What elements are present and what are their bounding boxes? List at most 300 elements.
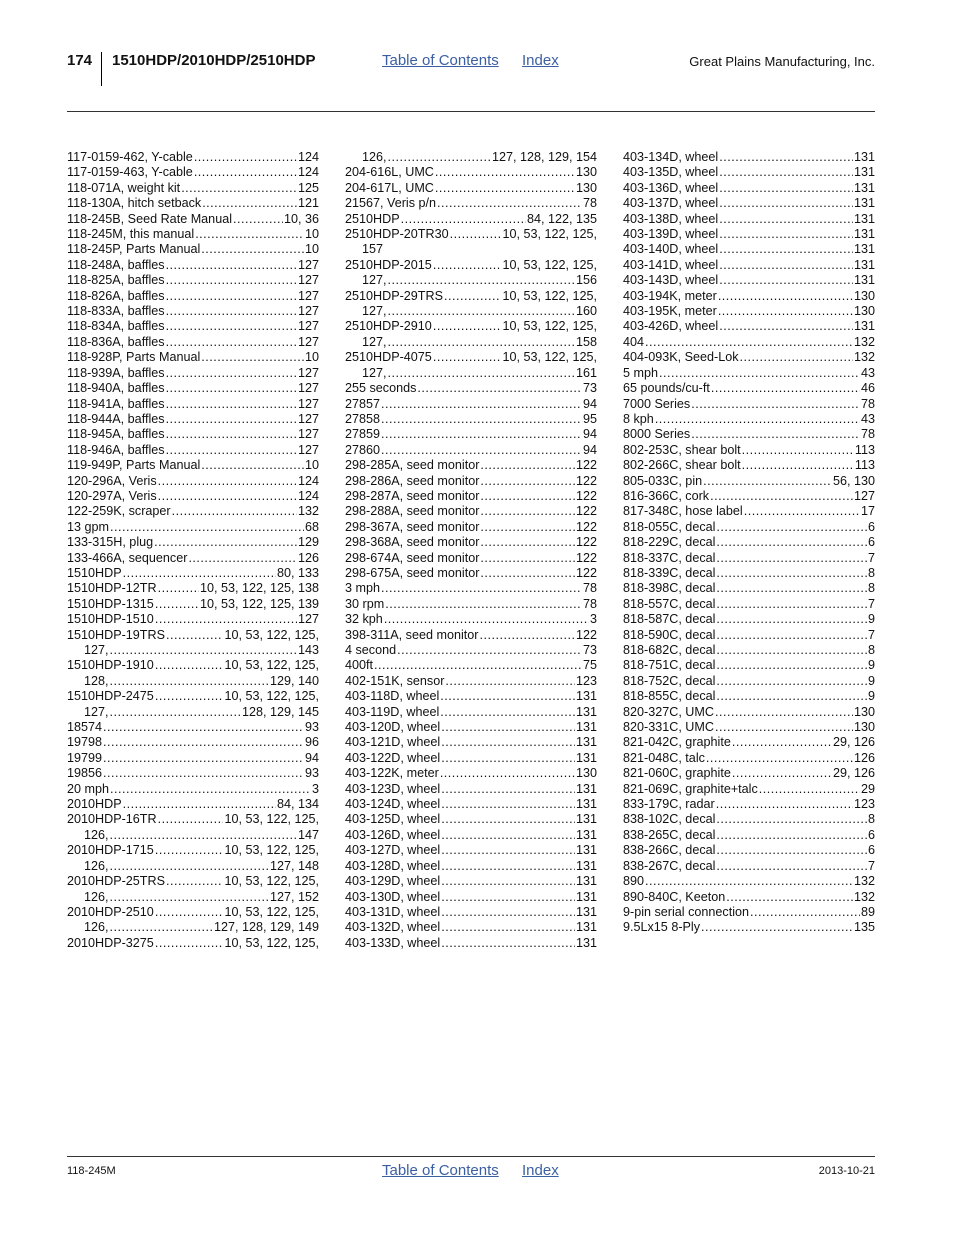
index-entry-pages[interactable]: 126 [853,750,875,765]
index-entry-pages[interactable]: 73 [582,381,597,396]
dot-leader [441,828,575,843]
index-entry-pages[interactable]: 130 [853,288,875,303]
index-entry [345,628,597,643]
index-entry-term: 117-0159-463, Y-cable [67,165,193,180]
index-entry-pages[interactable]: 9 [867,658,875,673]
index-entry-pages[interactable]: 127 [297,396,319,411]
index-entry-pages[interactable]: 130 [853,304,875,319]
footer-index-link[interactable]: Index [522,1162,559,1179]
index-entry-pages[interactable]: 6 [867,535,875,550]
index-entry-pages[interactable]: 10 [304,242,319,257]
index-entry-pages[interactable]: 10 [304,350,319,365]
dot-leader [726,890,853,905]
dot-leader [716,689,867,704]
index-entry-pages[interactable]: 122 [575,565,597,580]
index-entry-term: 816-366C, cork [623,488,710,503]
index-entry-pages[interactable]: 9 [867,673,875,688]
index-entry-pages[interactable]: 130 [575,180,597,195]
index-entry-pages[interactable]: 43 [860,365,875,380]
dot-leader [691,397,860,412]
index-entry-pages[interactable]: 68 [304,519,319,534]
index-entry-pages[interactable]: 122 [575,488,597,503]
index-entry-pages[interactable]: 113 [854,458,875,473]
index-entry-pages[interactable]: 10, 53, 122, 125, [224,812,319,827]
index-entry-term: 817-348C, hose label [623,504,743,519]
index-entry-pages[interactable]: 10, 53, 122, 125, [224,935,319,950]
dot-leader [715,720,853,735]
index-entry-term: 126, [84,827,109,842]
index-entry-term: 27859 [345,427,381,442]
index-entry-pages[interactable]: 7 [867,627,875,642]
index-entry [345,165,597,180]
index-entry-pages[interactable]: 127 [297,365,319,380]
index-entry-pages[interactable]: 131 [853,319,875,334]
index-entry-term: 838-265C, decal [623,827,716,842]
index-entry-term: 2010HDP-3275 [67,935,154,950]
index-entry-pages[interactable]: 130 [853,720,875,735]
dot-leader [155,597,199,612]
index-entry [345,181,597,196]
index-entry-pages[interactable]: 122 [575,458,597,473]
dot-leader [719,150,853,165]
index-entry-pages[interactable]: 78 [582,596,597,611]
index-entry [67,227,319,242]
index-entry-term: 298-288A, seed monitor [345,504,480,519]
index-entry-pages[interactable]: 131 [853,257,875,272]
dot-leader [759,782,860,797]
index-entry-pages[interactable]: 132 [853,350,875,365]
index-entry-pages[interactable]: 135 [853,920,875,935]
index-entry-pages[interactable]: 56, 130 [832,473,875,488]
index-entry [345,782,597,797]
index-entry-pages[interactable]: 129 [297,535,319,550]
index-entry [345,196,597,211]
index-entry-term: 404 [623,334,645,349]
index-entry-pages[interactable]: 10, 36 [283,211,319,226]
index-entry [345,874,597,889]
index-entry-term: 2510HDP-29TRS [345,288,443,303]
index-entry-term: 13 gpm [67,519,110,534]
index-entry-pages[interactable]: 124 [297,165,319,180]
dot-leader [441,720,575,735]
index-entry-pages[interactable]: 10, 53, 122, 125, [224,627,319,642]
index-entry-pages[interactable]: 10, 53, 122, 125, [224,843,319,858]
index-entry-term: 65 pounds/cu-ft [623,381,710,396]
index-entry-pages[interactable]: 89 [860,904,875,919]
index-entry-pages[interactable]: 131 [575,874,597,889]
index-entry-term: 126, [84,889,109,904]
index-entry-pages[interactable]: 9 [867,612,875,627]
index-entry-pages[interactable]: 127 [297,427,319,442]
index-entry [623,658,875,673]
index-entry-pages[interactable]: 10, 53, 122, 125, [224,904,319,919]
dot-leader [166,335,297,350]
index-entry-term: 818-339C, decal [623,565,716,580]
index-entry-term: 821-060C, graphite [623,766,731,781]
index-entry-term: 404-093K, Seed-Lok [623,350,739,365]
index-entry [67,242,319,257]
index-column-2 [345,150,597,951]
index-entry [67,304,319,319]
index-entry [345,150,597,165]
index-entry-term: 403-127D, wheel [345,843,441,858]
dot-leader [444,289,501,304]
index-entry-pages[interactable]: 127, 128, 129, 149 [213,920,319,935]
index-entry-pages[interactable]: 78 [582,581,597,596]
index-entry [345,489,597,504]
dot-leader [388,304,575,319]
index-entry-pages[interactable]: 73 [582,643,597,657]
index-entry-pages[interactable]: 10, 53, 122, 125, 139 [199,596,319,611]
table-of-contents-link[interactable]: Table of Contents [382,52,499,69]
dot-leader [388,366,575,381]
index-entry-pages[interactable]: 6 [867,843,875,858]
index-entry-pages[interactable]: 126 [297,550,319,565]
index-entry-pages[interactable]: 10 [304,458,319,473]
index-entry-pages[interactable]: 131 [853,242,875,257]
index-entry-pages[interactable]: 131 [575,858,597,873]
dot-leader [441,843,575,858]
index-entry-pages[interactable]: 127 [297,319,319,334]
index-entry-pages[interactable]: 131 [575,904,597,919]
index-entry-pages[interactable]: 127 [297,273,319,288]
index-entry-pages[interactable]: 84, 134 [276,797,319,812]
index-entry [345,920,597,935]
dot-leader [155,658,224,673]
index-entry [623,150,875,165]
index-entry-pages[interactable]: 127 [853,488,875,503]
dot-leader [445,674,575,689]
index-entry-pages[interactable]: 127 [297,257,319,272]
index-entry-pages[interactable]: 130 [575,165,597,180]
dot-leader [659,366,860,381]
index-entry-pages[interactable]: 122 [575,519,597,534]
dot-leader [441,782,575,797]
index-entry-pages[interactable]: 10, 53, 122, 125, [502,319,597,334]
index-entry [345,258,597,273]
index-entry-pages[interactable]: 10, 53, 122, 125, [224,874,319,889]
index-entry-pages[interactable]: 122 [575,535,597,550]
index-entry-pages[interactable]: 123 [575,673,597,688]
dot-leader [155,843,224,858]
index-entry-pages[interactable]: 3 [311,781,319,796]
index-entry-term: 30 rpm [345,596,385,611]
index-entry-pages[interactable]: 128, 129, 145 [241,704,319,719]
index-entry-pages[interactable]: 7 [867,550,875,565]
index-entry [67,859,319,874]
index-entry-pages[interactable]: 131 [575,720,597,735]
index-entry-pages[interactable]: 113 [854,442,875,457]
index-entry-pages[interactable]: 78 [860,396,875,411]
index-entry-pages[interactable]: 125 [297,180,319,195]
dot-leader [744,504,860,519]
index-entry-pages[interactable]: 7 [867,596,875,611]
index-entry [67,628,319,643]
index-entry-pages[interactable]: 131 [575,935,597,950]
index-entry-pages[interactable]: 131 [575,889,597,904]
index-entry-term: 818-855C, decal [623,689,716,704]
index-entry [67,689,319,704]
index-entry-pages[interactable]: 124 [297,473,319,488]
index-entry-pages[interactable]: 131 [575,797,597,812]
dot-leader [441,920,575,935]
dot-leader [158,812,224,827]
index-entry-term: 398-311A, seed monitor [345,627,479,642]
index-entry-pages[interactable]: 80, 133 [276,565,319,580]
dot-leader [123,797,276,812]
index-entry-pages[interactable]: 93 [304,720,319,735]
index-entry-pages[interactable]: 156 [575,273,597,288]
index-entry-term: 818-229C, decal [623,535,716,550]
index-entry-pages[interactable]: 84, 122, 135 [526,211,597,226]
index-entry-pages[interactable]: 8 [867,643,875,657]
index-entry-term: 21567, Veris p/n [345,196,437,211]
index-entry [67,581,319,596]
index-entry-term: 128, [84,673,109,688]
index-entry [623,551,875,566]
dot-leader [433,350,502,365]
index-entry [623,165,875,180]
dot-leader [441,751,575,766]
index-entry-pages[interactable]: 10, 53, 122, 125, [502,257,597,272]
index-entry-pages[interactable]: 6 [867,827,875,842]
index-entry [623,443,875,458]
dot-leader [716,643,867,658]
index-entry-pages[interactable]: 131 [575,781,597,796]
index-entry-term: 403-121D, wheel [345,735,441,750]
index-entry-pages[interactable]: 46 [860,381,875,396]
index-entry-pages[interactable]: 78 [860,427,875,442]
index-entry-term: 127, [362,273,387,288]
index-entry-pages[interactable]: 131 [853,227,875,242]
index-entry-pages[interactable]: 122 [575,627,597,642]
index-entry [67,812,319,827]
index-entry-pages[interactable]: 127 [297,612,319,627]
index-entry-pages[interactable]: 3 [589,612,597,627]
index-entry-pages[interactable]: 127 [297,442,319,457]
index-entry-pages[interactable]: 122 [575,504,597,519]
index-entry-term: 255 seconds [345,381,417,396]
index-entry [345,412,597,427]
index-entry-pages[interactable]: 127, 152 [269,889,319,904]
index-entry-pages[interactable]: 10 [304,227,319,242]
dot-leader [110,674,269,689]
index-entry-pages[interactable]: 8 [867,565,875,580]
index-entry [67,597,319,612]
index-entry-pages[interactable]: 29, 126 [832,766,875,781]
dot-leader [388,150,491,165]
index-entry-term: 127, [362,304,387,319]
index-link[interactable]: Index [522,52,559,69]
index-entry-pages[interactable]: 8 [867,581,875,596]
index-entry [623,427,875,442]
index-entry-pages[interactable]: 94 [582,427,597,442]
index-entry-pages[interactable]: 131 [853,180,875,195]
index-entry-pages[interactable]: 127 [297,288,319,303]
dot-leader [480,551,575,566]
index-entry-pages[interactable]: 130 [853,704,875,719]
index-entry-pages[interactable]: 132 [297,504,319,519]
index-entry [623,720,875,735]
index-entry-term: 298-367A, seed monitor [345,519,480,534]
index-entry-pages[interactable]: 127 [297,334,319,349]
index-entry-pages[interactable]: 124 [297,488,319,503]
index-entry-term: 126, [362,150,387,164]
index-entry-pages[interactable]: 131 [853,211,875,226]
index-entry-term: 2510HDP-2015 [345,257,432,272]
index-entry [345,474,597,489]
index-entry-pages[interactable]: 131 [575,827,597,842]
index-entry-pages[interactable]: 10, 53, 122, 125, [502,288,597,303]
index-entry [345,273,597,288]
index-entry-term: 133-466A, sequencer [67,550,188,565]
index-entry-term: 2510HDP-4075 [345,350,432,365]
index-entry-pages[interactable]: 131 [575,812,597,827]
index-entry-pages[interactable]: 130 [575,766,597,781]
index-entry-pages[interactable]: 17 [860,504,875,519]
index-entry-pages[interactable]: 7 [867,858,875,873]
index-entry-pages[interactable]: 132 [853,889,875,904]
index-entry-term: 403-139D, wheel [623,227,719,242]
index-entry [345,612,597,627]
dot-leader [166,628,223,643]
index-entry-pages[interactable]: 131 [853,196,875,211]
index-entry-pages[interactable]: 158 [575,334,597,349]
dot-leader [716,628,867,643]
index-entry-pages[interactable]: 127, 128, 129, 154 [491,150,597,164]
dot-leader [154,535,297,550]
index-entry-term: 400ft [345,658,374,673]
dot-leader [166,273,297,288]
index-entry-term: 403-138D, wheel [623,211,719,226]
dot-leader [166,412,297,427]
index-entry-pages[interactable]: 129, 140 [269,673,319,688]
index-entry-pages[interactable]: 78 [582,196,597,211]
index-entry-term: 2010HDP [67,797,122,812]
index-entry-pages[interactable]: 95 [582,411,597,426]
dot-leader [155,905,224,920]
index-entry-pages[interactable]: 161 [575,365,597,380]
index-entry [623,581,875,596]
dot-leader [480,566,575,581]
index-entry [67,196,319,211]
dot-leader [740,350,853,365]
index-entry-pages[interactable]: 9 [867,689,875,704]
dot-leader [384,612,589,627]
index-entry-pages[interactable]: 143 [297,643,319,657]
index-entry-pages[interactable]: 127 [297,381,319,396]
index-entry-pages[interactable]: 160 [575,304,597,319]
index-entry-pages[interactable]: 122 [575,550,597,565]
index-entry-pages[interactable]: 6 [867,519,875,534]
index-entry-pages[interactable]: 123 [853,797,875,812]
index-entry-term: 833-179C, radar [623,797,715,812]
dot-leader [401,212,526,227]
index-entry [67,890,319,905]
index-entry-pages[interactable]: 127 [297,304,319,319]
index-entry-pages[interactable]: 10, 53, 122, 125, [502,227,597,242]
index-entry [67,397,319,412]
index-entry-pages[interactable]: 131 [853,150,875,164]
index-entry-pages[interactable]: 131 [575,689,597,704]
dot-leader [480,535,575,550]
index-entry-pages[interactable]: 131 [853,273,875,288]
index-entry-pages[interactable]: 131 [853,165,875,180]
index-entry-pages[interactable]: 131 [575,843,597,858]
index-entry [67,566,319,581]
index-entry [623,258,875,273]
index-entry-pages[interactable]: 94 [582,396,597,411]
index-entry-pages[interactable]: 131 [575,750,597,765]
footer-table-of-contents-link[interactable]: Table of Contents [382,1162,499,1179]
index-entry-pages[interactable]: 43 [860,411,875,426]
index-entry-pages[interactable]: 127 [297,411,319,426]
index-entry-term: 133-315H, plug [67,535,154,550]
index-entry-pages[interactable]: 10, 53, 122, 125, [502,350,597,365]
index-entry-pages[interactable]: 75 [582,658,597,673]
index-entry-pages[interactable]: 94 [304,750,319,765]
index-entry-term: 120-297A, Veris [67,488,157,503]
index-entry [623,273,875,288]
index-entry-pages[interactable]: 124 [297,150,319,164]
index-entry-pages[interactable]: 132 [853,334,875,349]
index-entry-term: 838-102C, decal [623,812,716,827]
index-entry-pages[interactable]: 131 [575,735,597,750]
index-entry [345,735,597,750]
index-entry-pages[interactable]: 121 [297,196,319,211]
dot-leader [194,150,297,165]
index-entry-pages[interactable]: 131 [575,920,597,935]
index-entry-pages[interactable]: 122 [575,473,597,488]
dot-leader [110,920,213,935]
index-entry-pages[interactable]: 147 [297,827,319,842]
index-entry-pages[interactable]: 94 [582,442,597,457]
dot-leader [155,689,224,704]
index-entry-term: 19799 [67,750,103,765]
index-entry [345,350,597,365]
index-entry-pages[interactable]: 10, 53, 122, 125, 138 [199,581,319,596]
dot-leader [441,735,575,750]
dot-leader [381,581,582,596]
dot-leader [166,319,297,334]
index-entry-pages[interactable]: 96 [304,735,319,750]
index-entry-term: 403-125D, wheel [345,812,441,827]
index-entry-pages[interactable]: 127, 148 [269,858,319,873]
index-entry [345,828,597,843]
dot-leader [172,504,297,519]
company-name: Great Plains Manufacturing, Inc. [689,54,875,69]
index-entry-term: 118-833A, baffles [67,304,165,319]
index-entry-pages[interactable]: 29, 126 [832,735,875,750]
index-entry [623,181,875,196]
index-entry-pages[interactable]: 93 [304,766,319,781]
index-entry [345,812,597,827]
dot-leader [716,812,867,827]
dot-leader [381,397,582,412]
index-entry-pages[interactable]: 132 [853,874,875,889]
index-entry-pages[interactable]: 131 [575,704,597,719]
index-entry-term: 118-245M, this manual [67,227,195,242]
index-entry [67,458,319,473]
index-entry-term: 403-426D, wheel [623,319,719,334]
index-entry-pages[interactable]: 10, 53, 122, 125, [224,689,319,704]
index-entry [623,535,875,550]
index-entry-pages[interactable]: 8 [867,812,875,827]
index-entry-pages[interactable]: 10, 53, 122, 125, [224,658,319,673]
index-entry-term: 19856 [67,766,103,781]
index-entry-term: 32 kph [345,612,383,627]
index-entry-pages[interactable]: 29 [860,781,875,796]
